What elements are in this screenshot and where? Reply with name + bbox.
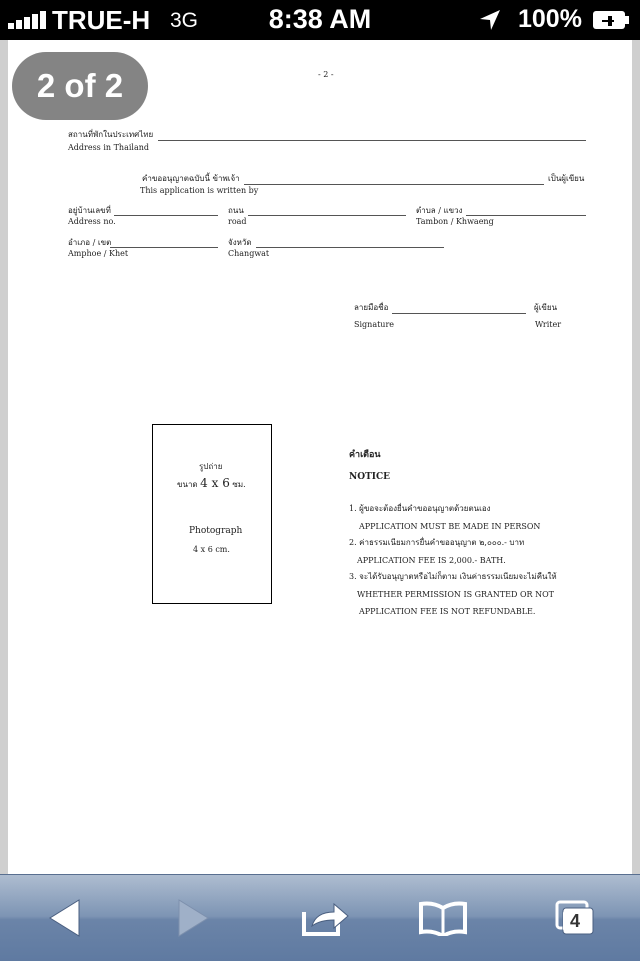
photo-th: รูปถ่าย: [199, 462, 223, 471]
share-icon: [300, 898, 350, 938]
photo-size-en: 4 x 6 cm.: [193, 545, 230, 554]
notice-en: NOTICE: [349, 472, 390, 482]
changwat-en: Changwat: [228, 249, 270, 258]
address-no-en: Address no.: [68, 217, 116, 226]
document-page[interactable]: [8, 40, 632, 874]
notice-item-1-th: 1. ผู้ขอจะต้องยื่นคำขออนุญาตด้วยตนเอง: [349, 504, 491, 513]
address-no-line: [114, 215, 218, 216]
status-time: 8:38 AM: [268, 4, 372, 34]
address-line: [158, 140, 586, 141]
page-number: - 2 -: [318, 70, 334, 79]
address-no-th: อยู่บ้านเลขที่: [68, 206, 111, 215]
amphoe-th: อำเภอ / เขต: [68, 238, 112, 247]
forward-button[interactable]: [148, 875, 238, 961]
forward-icon: [175, 898, 211, 938]
notice-item-2-th: 2. ค่าธรรมเนียมการยื่นคำขออนุญาต ๒,๐๐๐.- บาท: [349, 538, 525, 547]
amphoe-en: Amphoe / Khet: [68, 249, 129, 258]
back-icon: [47, 898, 83, 938]
battery-percent: 100%: [518, 5, 582, 33]
notice-item-1-en: APPLICATION MUST BE MADE IN PERSON: [359, 522, 541, 531]
photo-size-th-value: 4 x 6: [200, 476, 230, 490]
notice-item-4-en: APPLICATION FEE IS NOT REFUNDABLE.: [359, 607, 536, 616]
tab-count-badge: 4: [563, 910, 587, 932]
written-by-en: This application is written by: [140, 186, 259, 195]
written-by-th: คำขออนุญาตฉบับนี้ ข้าพเจ้า: [142, 174, 240, 183]
notice-item-3-th: 3. จะได้รับอนุญาตหรือไม่ก็ตาม เงินค่าธรรมเนียมจะไม่คืนให้: [349, 572, 557, 581]
network-type: 3G: [170, 9, 199, 32]
battery-charging-icon: [592, 10, 630, 30]
signature-en: Signature: [354, 320, 395, 329]
changwat-line: [256, 247, 444, 248]
tambon-th: ตำบล / แขวง: [416, 206, 463, 215]
notice-th: คำเตือน: [349, 450, 381, 460]
address-en-label: Address in Thailand: [68, 143, 150, 152]
writer-name-line: [244, 184, 544, 185]
signature-th: ลายมือชื่อ: [354, 303, 389, 312]
written-by-th-suffix: เป็นผู้เขียน: [548, 174, 585, 183]
document-viewport[interactable]: [0, 40, 640, 874]
address-th-label: สถานที่พักในประเทศไทย: [68, 130, 154, 139]
writer-th: ผู้เขียน: [534, 303, 558, 312]
location-arrow-icon: [478, 8, 502, 32]
photo-en: Photograph: [189, 526, 243, 536]
page-counter: 2 of 2: [12, 52, 148, 120]
bookmarks-button[interactable]: [398, 875, 488, 961]
photo-size-th-prefix: ขนาด: [177, 480, 198, 489]
carrier-name: TRUE-H: [52, 5, 151, 35]
notice-item-3-en: WHETHER PERMISSION IS GRANTED OR NOT: [357, 590, 554, 599]
notice-item-2-en: APPLICATION FEE IS 2,000.- BATH.: [357, 556, 506, 565]
status-bar: [0, 0, 640, 40]
road-line: [248, 215, 406, 216]
back-button[interactable]: [20, 875, 110, 961]
road-en: road: [228, 217, 247, 226]
amphoe-line: [110, 247, 218, 248]
photo-box: [152, 424, 272, 604]
share-button[interactable]: [280, 875, 370, 961]
tambon-en: Tambon / Khwaeng: [416, 217, 494, 226]
photo-size-th-unit: ซม.: [232, 480, 246, 489]
changwat-th: จังหวัด: [228, 238, 252, 247]
browser-toolbar: [0, 874, 640, 961]
road-th: ถนน: [228, 206, 244, 215]
signature-line: [392, 313, 526, 314]
writer-en: Writer: [535, 320, 562, 329]
photo-size-th: [177, 477, 246, 489]
tambon-line: [466, 215, 586, 216]
bookmarks-icon: [418, 900, 468, 936]
